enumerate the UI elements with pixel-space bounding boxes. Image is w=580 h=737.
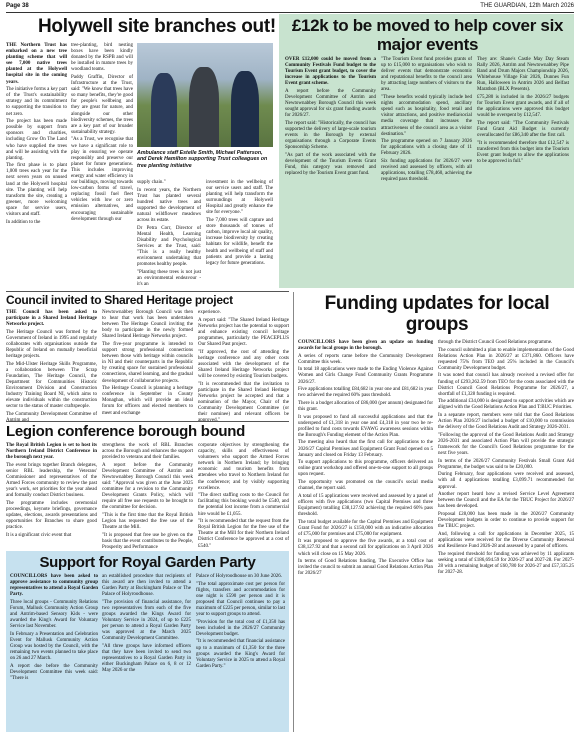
article-paragraph: "The Tourism Event fund provides grants of up to £15,000 to organisations who wish to deliver events that demonstrate economic and reputational benefits to the council area by attracting large numbers of visitors to the area. xyxy=(381,57,472,93)
twelvek-headline: £12k to be moved to help cover six major events xyxy=(291,16,564,54)
council-headline: Council invited to Shared Heritage project xyxy=(6,293,233,307)
royal-col-3 xyxy=(196,574,285,730)
council-col-1 xyxy=(6,310,97,418)
article-paragraph: The Community Development Committee of xyxy=(6,412,97,417)
article-paragraph: "It is recommended that the invitation to participate in the Shared Ireland Heritage Networks project be accepted and that a nomination of the Mayor, Chair of the Community Development Committee (or their nominee) and relevant officers be xyxy=(198,381,289,417)
twelvek-col-2 xyxy=(381,57,472,285)
article-paragraph: "This is the first time that the Royal British Legion has requested the free use of the Theatre at the Mill. xyxy=(102,513,193,531)
legion-col-2 xyxy=(102,443,193,550)
article-paragraph: In a separate report, members were told that the Good Relations Action Plan 2026/27 included a budget of £10,000 to commission the delivery of the Good Relations Audit and Strategy 2026-2031. xyxy=(438,413,574,431)
article-paragraph: Paddy Graffin, Director of Infrastructure at the Trust, said: "We know that trees have so many benefits, they're good for people's wellbeing and they are great for nature, and alongside our other biodiversity schemes, the trees are a key part of our broader sustainability strategy. xyxy=(71,74,133,135)
article-paragraph: The Heritage Council is planning a heritage conference in September in County Monaghan, which will provide an ideal forum for officers and elected members to meet and exchange xyxy=(102,386,193,416)
article-paragraph: In February a Presentation and Celebration Event for Mallusk Community Action Group was hosted by the Council, with the remaining two events planned to take place on 26 and 27 March. xyxy=(10,631,98,662)
article-paragraph: The programme includes ceremonial proceedings, keynote briefings, governance updates, elections, awards presentations and opportunities for Branches to share good practice. xyxy=(6,500,97,531)
article-paragraph: "All three groups have informed officers that they have been invited to send two representatives to a Royal Garden Party in either Buckingham Palace on 6, 8 or 12 May 2026 or the xyxy=(102,644,191,674)
holywell-lead-paragraph: THE Northern Trust has embarked on a new tree planting scheme that will see 7,000 native trees planted at the Holywell hospital site in the coming years. xyxy=(6,43,67,85)
article-paragraph: Palace of Holyroodhouse on 30 June 2026. xyxy=(196,574,282,579)
article-paragraph: "Provision for the total cost of £1,350 has been included in the 2026/27 Community Development budget. xyxy=(196,619,285,637)
holywell-col-3 xyxy=(137,180,201,287)
article-paragraph: The programme opened on 7 January 2026 for applications with a closing date of 11 February 2026. xyxy=(381,139,472,157)
person-figure xyxy=(189,67,219,147)
twelvek-col-1 xyxy=(285,57,376,285)
article-paragraph: "It is recommended that the request from the Royal British Legion for the free use of the Theatre at the Mill for their Northern Ireland District Conference be approved at a cost of £540." xyxy=(198,519,289,549)
article-paragraph: The report said: "The Community Festivals Fund Grant Aid Budget is currently overallocated for £86,340 after the first call. xyxy=(477,120,569,139)
article-paragraph: In recent years, the Northern Trust has planted several hundred native trees and supported the development of natural wildflower meadows across its estate. xyxy=(137,187,201,224)
holywell-headline: Holywell site branches out! xyxy=(38,16,276,37)
article-paragraph: The first phase is to plant 1,000 trees each year for the next seven years on unused land at the Holywell hospital site. The planting will help transform the site, creating a greener, more welcoming space for service users, visitors and staff. xyxy=(6,163,67,218)
funding-headline: Funding updates for local groups xyxy=(324,293,550,335)
article-paragraph: The opportunity was promoted on the council's social media channel, the report said. xyxy=(298,479,433,492)
article-paragraph: strengthens the work of RBL Branches across the Borough and enhances the support provided to veterans and their families. xyxy=(102,443,193,461)
article-paragraph: A report said: "The Shared Ireland Heritage Networks project has the potential to support and enhance existing council heritage programmes, particularly the PEACEPLUS Our Shared Past project. xyxy=(198,317,289,347)
article-paragraph: Six funding applications for 2026/27 were received and assessed by officers, with all applications, totalling £78,460, achieving the required pass threshold. xyxy=(381,159,472,183)
article-paragraph: "If approved, the cost of attending the heritage conference and any other costs associated with the development of the Shared Ireland Heritage Networks project will be covered by existing Tourism budgets. xyxy=(198,349,289,379)
article-paragraph: The total budget available for the Capital Premises and Equipment Grant Fund for 2026/27 is £150,000 with an indicative allocation of £75,000 for premises and £75,000 for equipment. xyxy=(298,519,433,537)
article-paragraph: There is a budget allocation of £86,000 (per annum) designated for this grant. xyxy=(298,400,433,412)
holywell-col-2 xyxy=(71,43,133,287)
council-col-3 xyxy=(198,310,289,418)
funding-col-1 xyxy=(298,340,433,732)
article-paragraph: A report due before the Community Development Committee this week said: "There is xyxy=(10,663,98,681)
article-paragraph: The council submitted a plan to enable implementation of the Good Relations Action Plan in 2026/27 at £371,860. Officers have requested 75% from TEO and 25% included in the Council's Community Development budget. xyxy=(438,347,574,371)
tree-planting-photo xyxy=(137,43,273,147)
article-paragraph: In terms of the 2026/27 Community Festivals Small Grant Aid Programme, the budget was said to be £20,000. xyxy=(438,458,574,470)
header-rule xyxy=(6,12,574,13)
article-paragraph: experience. xyxy=(198,310,221,315)
photo-caption: Ambulance staff Estelle Smith, Michael Patterson, and Derek Hamilton supporting Trust colleagues on tree planting initiative xyxy=(137,150,268,169)
holywell-col-4 xyxy=(206,180,273,287)
article-paragraph: A report before the Community Development Committee of Antrim and Newtownabbey Borough Council this week sought approval for six grant funding awards for 2026/27. xyxy=(285,88,376,119)
legion-lead-paragraph: The Royal British Legion is set to host its Northern Ireland District Conference in the borough next year. xyxy=(6,443,97,461)
masthead: THE GUARDIAN, 12th March 2026 xyxy=(480,3,574,9)
article-paragraph: "As a Trust, we recognise that we have a significant role to play in ensuring we operate responsibly and preserve our planet for future generations. This includes improving energy and water efficiency in our buildings, moving towards low-carbon forms of travel, replacing fossil fuel fleet vehicles with low or zero emission alternatives, and encouraging sustainable development through our xyxy=(71,137,133,222)
article-paragraph: tree-planting, bird nesting boxes have been kindly donated by the RSPB and will be installed in mature trees by woodland teams. xyxy=(71,43,133,73)
article-paragraph: The Heritage Council was formed by the Government of Ireland in 1995 and regularly collaborates with organisations outside the Republic of Ireland on mutually beneficial heritage projects. xyxy=(6,329,97,360)
article-paragraph: Newtownabbey Borough Council was then to hear that work has been undertaken between The Heritage Council inviting the body to participate in the newly formed Shared Ireland Heritage Networks project. xyxy=(102,310,193,340)
article-paragraph: "It is recommended that financial assistance up to a maximum of £1,350 for the three groups awarded the King's Award for Voluntary Service in 2025 to attend a Royal Garden Party." xyxy=(196,639,285,669)
article-paragraph: "Planting these trees is not just an environmental endeavour - it's an xyxy=(137,269,201,287)
person-figure xyxy=(231,71,259,147)
article-paragraph: "The total approximate cost per person for flights, transfers and accommodation for one night is £590 per person and it is proposed that Council continues to pay a maximum of £225 per person, similar to last year to support groups to attend. xyxy=(196,581,285,618)
person-figure xyxy=(151,73,177,147)
article-paragraph: A series of reports came before the Community Development Committee this week. xyxy=(298,353,433,365)
article-paragraph: Three local groups - Community Relations Forum, Mallusk Community Action Group and Antrim-based Sensory Kids - were awarded the King's Award for Voluntary Service last November. xyxy=(10,599,98,630)
article-paragraph: an established procedure that recipients of this award are then invited to attend a Garden Party at Buckingham Palace or The Palace of Holyroodhouse. xyxy=(102,574,191,598)
council-col-2 xyxy=(102,310,193,418)
article-paragraph: It is a significant civic event that xyxy=(6,532,72,538)
article-paragraph: The Mid-Ulster Heritage Skills Programme, a collaboration between The Scrap Foundation, The Heritage Council, the Department for Communities Historic Environment Division and Construction Industry Training Board NI, which aims to elevate individuals within the construction sector to the status of master craftspeople. xyxy=(6,361,97,410)
royal-col-1 xyxy=(10,574,98,730)
article-paragraph: "It is proposed that free use be given on the basis that the event contributes to the People, Prosperity and Performance xyxy=(102,532,193,550)
article-paragraph: It was proposed to approve the five awards, at a total cost of £38,127.92 and that a second call for applications on 3 April 2026 which will close on 15 May 2026. xyxy=(298,539,433,557)
article-paragraph: "The provision of financial assistance, for two representatives from each of the five groups awarded the Kings Award for Voluntary Service in 2024, of up to £225 per person to attend a Royal Garden Party was approved at the March 2025 Community Development Committee. xyxy=(102,599,191,642)
royal-headline: Support for Royal Garden Party xyxy=(39,554,256,571)
article-paragraph: It was noted that council has already received a revised offer for funding of £293,262.59 from TEO for the costs associated with the District Council Good Relations Programme for 2026/27, a shortfall of £1,328 funding is required. xyxy=(438,373,574,397)
article-paragraph: It was proposed to fund all successful applications and that the underspend of £1,318 in year one and £4,318 in year two be re-profiled to fund costs towards EVAWG awareness sessions within the Borough's Funding element of the Action Plan. xyxy=(298,414,433,438)
article-paragraph: "As part of the work associated with the development of the Tourism Events Grant Fund, this category was removed and replaced by the Tourism Event grant fund. xyxy=(285,152,376,177)
funding-lead-paragraph: COUNCILLORS have been given an update on funding awards for local groups in the borough. xyxy=(298,340,433,352)
section-divider xyxy=(6,291,289,292)
column-rule xyxy=(293,292,294,732)
twelvek-col-3 xyxy=(477,57,569,285)
legion-col-3 xyxy=(198,443,289,547)
article-paragraph: A total of 15 applications were received and assessed by a panel of officers with five applications (two Capital Premises and three Equipment) totalling £38,127.92 achieving the required 60% pass threshold. xyxy=(298,493,433,517)
article-paragraph: The additional £34,000 is designated to support activities which are aligned with the Good Relations Action Plan and T:BUC Priorities. xyxy=(438,399,574,411)
article-paragraph: Five applications totalling £84,682 in year one and £81,682 in year two achieved the required 60% pass threshold. xyxy=(298,387,433,399)
article-paragraph: "Following the approval of the Good Relations Audit and Strategy 2026-2031 and associated Action Plan will provide the strategic framework for the Council's Good Relations programme for the next five years. xyxy=(438,432,574,457)
article-paragraph: The report said: "Historically, the council has supported the delivery of large-scale tourism events in the Borough by external organisations through a Corporate Events Sponsorship Scheme. xyxy=(285,120,376,151)
page-header xyxy=(0,0,580,14)
article-paragraph: To support applications to this programme, officers delivered an online grant workshop and offered one-to-one support to all groups upon request. xyxy=(298,460,433,478)
article-paragraph: The five-year programme is intended to support strong professional connections between those with heritage within councils in NI and their counterparts in the Republic by creating space for sustained professional connections, shared learning, and the gradual development of collaborative projects. xyxy=(102,341,193,384)
page-number: Page 38 xyxy=(6,3,29,9)
article-paragraph: Dr Petra Corr, Director of Mental Health, Learning Disability and Psychological Services at the Trust, said: "This is a really healthy environment undertaking that promotes healthy people. xyxy=(137,225,201,268)
article-paragraph: The 7,000 trees will capture and store thousands of tonnes of carbon, improve local air quality, increase biodiversity by creating habitats for wildlife, benefit the health and wellbeing of staff and patients and provide a lasting legacy for future generations. xyxy=(206,218,273,266)
article-paragraph: supply chain." xyxy=(137,180,166,185)
royal-col-2 xyxy=(102,574,191,730)
article-paragraph: The required threshold for funding was achieved by 11 applicants seeking a total of £186,694.59 for 2026-27 and 2027-28. For 2027-28 with a remaining budget of £60,780 for 2026-27 and £57,335.25 for 2027-28. xyxy=(438,551,574,575)
article-paragraph: Proposal £28,000 has been made in the 2026/27 Community Development budgets in order to continue to provide support for the TBUC project. xyxy=(438,511,574,530)
article-paragraph: Another report heard how a revised Service Level Agreement between the Council and the EA for the TBUC Project for 2026/27 has been developed. xyxy=(438,492,574,510)
article-paragraph: They are: Shane's Castle May Day Steam Rally 2026, Antrim and Newtownabbey Pipe Band and Drum Majors Championship 2026, Whitehouse Village Fair 2026, Dunnes Fun Run, Halloween in Antrim 2026 and Belfast Marathon (BLX Presents). xyxy=(477,57,569,93)
section-divider xyxy=(6,421,289,422)
legion-col-1 xyxy=(6,443,97,547)
article-paragraph: corporate objectives by strengthening the capacity, skills and effectiveness of volunteers who support the Armed Forces network in Northern Ireland; by bringing economic and tourism benefits from attendees who travel to Northern Ireland for the conference; and by visibly supporting excellence. xyxy=(198,443,289,491)
royal-lead-paragraph: COUNCILLORS have been asked to approve assistance to community group representatives to attend a Royal Garden Party. xyxy=(10,574,98,598)
article-paragraph: The event brings together Branch delegates, senior RBL leadership, the Veterans' Commissioner and representatives of the Armed Forces community to review the past year's work, set priorities for the year ahead and formally conduct District business. xyxy=(6,462,97,499)
article-paragraph: investment in the wellbeing of our service users and staff. The planting will help transform the surroundings at Holywell Hospital and greatly enhance the site for everyone." xyxy=(206,180,273,216)
article-paragraph: A report before the Community Development Committee of Antrim and Newtownabbey Borough Council this week said: "Approval was given at the June 2025 committee for a revision to the Community Development Grants Policy, which will require all free use requests to be brought to the committee for decision. xyxy=(102,462,193,511)
article-paragraph: In total 18 applications were made to the Ending Violence Against Women and Girls Change Fund Community Grants Programme 2026/27. xyxy=(298,367,433,385)
article-paragraph: In addition to the xyxy=(6,219,41,225)
article-paragraph: The meeting also heard that the first call for applications to the 2026/27 Capital Premises and Equipment Grant Fund opened on 5 January and closed on Friday 13 February. xyxy=(298,440,433,458)
article-paragraph: "It is recommended therefore that £12,547 is transferred from this budget into the Tourism Event grant budget to allow the applications to be approved in full." xyxy=(477,140,569,164)
holywell-col-1 xyxy=(6,43,67,287)
article-paragraph: "The direct staffing costs to the Council for facilitating this booking would be £540, and the potential lost income from a commercial hire would be £1,055. xyxy=(198,493,289,517)
article-paragraph: The initiative forms a key part of the Trust's sustainability strategy and its commitment to supporting the transition to net zero. xyxy=(6,87,67,117)
council-lead-paragraph: THE Council has been asked to participate in a Shared Ireland Heritage Networks project. xyxy=(6,310,97,328)
article-paragraph: "These benefits would typically include bed nights accommodation spend, ancillary spend such as hospitality, food retail and visitor attractions, and positive media/social media coverage that increases the attractiveness of the council area as a visitor destination." xyxy=(381,95,472,137)
twelvek-lead-paragraph: OVER £12,000 could be moved from a Community Festivals Fund budget to the Tourism Event grant budget, to cover the increase in applications to the Tourism Event grant scheme. xyxy=(285,57,376,87)
funding-col-2 xyxy=(438,340,574,732)
article-paragraph: through the District Council Good Relations programme. xyxy=(438,340,553,345)
article-paragraph: £75,280 is included in the 2026/27 budgets for Tourism Event grant awards, and if all of the applications were approved this budget would be overspent by £12,547. xyxy=(477,95,569,119)
article-paragraph: In terms of Good Relations funding, The Executive Office has invited the council to submit an annual Good Relations Action Plan for 2026/27 xyxy=(298,559,433,577)
article-paragraph: The project has been made possible by support from sponsors and charities, including Grow On The Land who have supplied the trees and will be assisting with the planting. xyxy=(6,119,67,161)
article-paragraph: During February, four applications were received and assessed, with all 4 applications totalling £3,099.71 recommended for approval. xyxy=(438,472,574,490)
article-paragraph: And, following a call for applications in December 2025, 15 applications were received for the Diverse Community Renewal and Resilience Fund 2026-28 and assessed by a panel of officers. xyxy=(438,531,574,549)
legion-headline: Legion conference borough bound xyxy=(6,423,246,440)
